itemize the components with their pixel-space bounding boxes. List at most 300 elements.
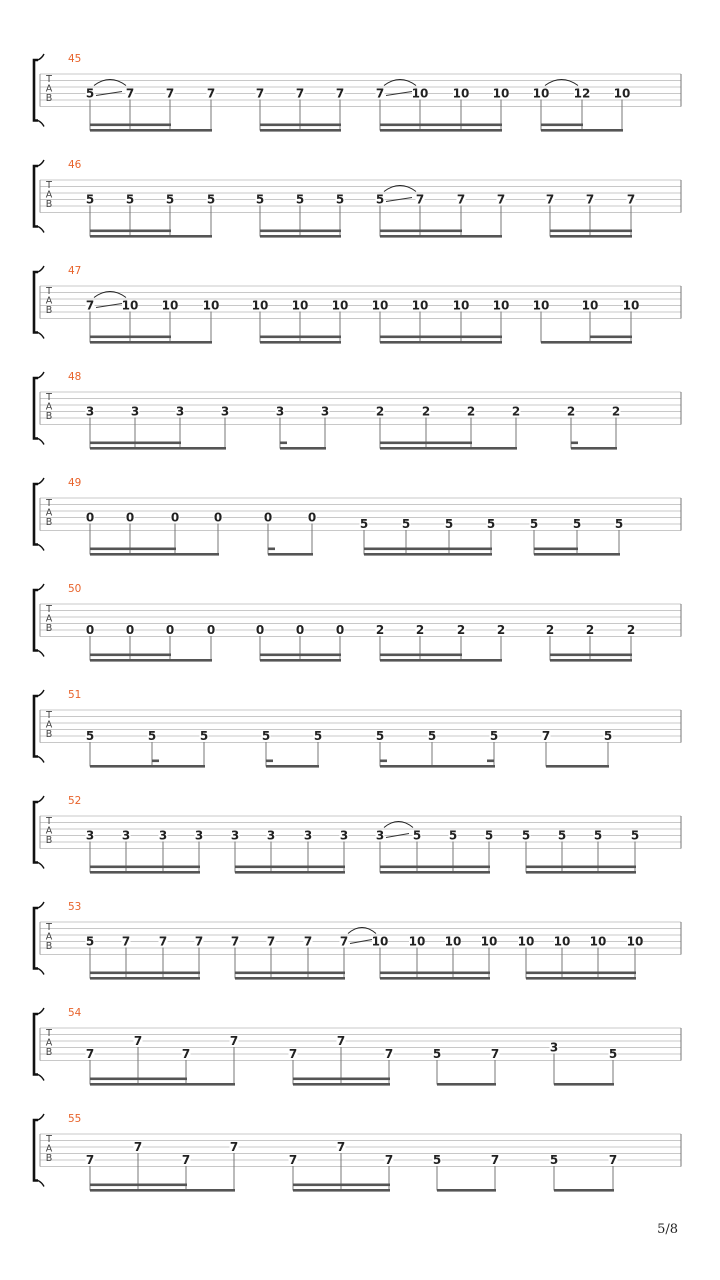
beam bbox=[571, 447, 617, 450]
fret-number: 10 bbox=[161, 298, 179, 313]
system-bracket bbox=[34, 908, 38, 969]
fret-number: 10 bbox=[331, 298, 349, 313]
fret-number: 2 bbox=[545, 623, 555, 637]
beam-stub bbox=[268, 548, 275, 551]
fret-number: 5 bbox=[206, 192, 216, 207]
fret-number: 7 bbox=[158, 934, 168, 949]
fret-number: 3 bbox=[375, 828, 385, 843]
tab-clef-letter: A bbox=[45, 825, 53, 837]
fret-number: 2 bbox=[626, 623, 636, 637]
tab-clef-letter: B bbox=[45, 199, 53, 210]
fret-number: 7 bbox=[85, 298, 95, 313]
fret-number: 3 bbox=[220, 404, 230, 419]
beam-secondary bbox=[380, 972, 490, 975]
beam-stub bbox=[487, 760, 494, 763]
fret-number: 3 bbox=[85, 828, 95, 843]
bracket-hook-bottom bbox=[38, 757, 44, 763]
fret-number: 7 bbox=[229, 1034, 239, 1048]
beam bbox=[90, 341, 212, 344]
tab-clef-letter: B bbox=[45, 623, 53, 634]
fret-number: 0 bbox=[255, 623, 265, 637]
beam-secondary bbox=[526, 866, 636, 869]
bracket-hook-bottom bbox=[38, 651, 44, 657]
fret-number: 10 bbox=[532, 298, 550, 313]
fret-number: 10 bbox=[553, 934, 571, 949]
system-bracket bbox=[34, 60, 38, 121]
beam-secondary bbox=[380, 442, 472, 445]
fret-number: 2 bbox=[566, 404, 576, 419]
page-number: 5/8 bbox=[657, 1222, 678, 1237]
fret-number: 5 bbox=[630, 828, 640, 843]
fret-number: 7 bbox=[585, 192, 595, 207]
beam bbox=[90, 659, 212, 662]
fret-number: 5 bbox=[85, 729, 95, 743]
fret-number: 5 bbox=[375, 192, 385, 207]
tab-clef-letter: B bbox=[45, 411, 53, 422]
beam-stub bbox=[152, 760, 159, 763]
beam-secondary bbox=[380, 336, 502, 339]
fret-number: 2 bbox=[421, 404, 431, 419]
fret-number: 3 bbox=[175, 404, 185, 419]
fret-number: 7 bbox=[303, 934, 313, 949]
bracket-hook-top bbox=[38, 54, 44, 60]
tab-clef-letter: B bbox=[45, 517, 53, 528]
beam bbox=[280, 447, 326, 450]
fret-number: 10 bbox=[452, 86, 470, 101]
fret-number: 10 bbox=[581, 298, 599, 313]
tab-system bbox=[34, 901, 681, 980]
beam-secondary bbox=[90, 866, 200, 869]
fret-number: 2 bbox=[415, 623, 425, 637]
tab-clef-letter: B bbox=[45, 93, 53, 104]
tab-system bbox=[34, 583, 681, 662]
system-bracket bbox=[34, 272, 38, 333]
beam-secondary bbox=[90, 1184, 187, 1187]
beam bbox=[550, 235, 632, 238]
beam bbox=[534, 553, 620, 556]
tab-clef-letter: T bbox=[46, 1028, 52, 1039]
beam-secondary bbox=[90, 336, 171, 339]
beam-secondary bbox=[260, 654, 341, 657]
fret-number: 7 bbox=[133, 1140, 143, 1154]
bracket-hook-top bbox=[38, 690, 44, 696]
beam bbox=[260, 341, 341, 344]
fret-number: 7 bbox=[384, 1047, 394, 1061]
fret-number: 10 bbox=[121, 298, 139, 313]
fret-number: 7 bbox=[456, 192, 466, 207]
fret-number: 2 bbox=[375, 623, 385, 637]
beam-secondary bbox=[260, 124, 341, 127]
fret-number: 5 bbox=[295, 192, 305, 207]
fret-number: 7 bbox=[125, 86, 135, 101]
tab-system bbox=[34, 1007, 681, 1086]
fret-number: 7 bbox=[339, 934, 349, 949]
measure-number: 48 bbox=[68, 371, 82, 383]
measure-number: 47 bbox=[68, 265, 82, 277]
fret-number: 5 bbox=[359, 517, 369, 531]
beam-secondary bbox=[380, 124, 502, 127]
tab-system bbox=[34, 477, 681, 556]
bracket-hook-bottom bbox=[38, 121, 44, 127]
beam-secondary bbox=[293, 1078, 390, 1081]
fret-number: 7 bbox=[384, 1153, 394, 1167]
bracket-hook-bottom bbox=[38, 863, 44, 869]
bracket-hook-bottom bbox=[38, 227, 44, 233]
beam bbox=[380, 235, 502, 238]
beam bbox=[554, 1189, 614, 1192]
tab-system bbox=[34, 1113, 681, 1192]
measure-number: 45 bbox=[68, 53, 82, 65]
tab-clef-letter: B bbox=[45, 1047, 53, 1058]
fret-number: 2 bbox=[585, 623, 595, 637]
fret-number: 5 bbox=[125, 192, 135, 207]
beam-stub bbox=[571, 442, 578, 445]
beam-secondary bbox=[90, 442, 181, 445]
beam-secondary bbox=[90, 124, 171, 127]
fret-number: 5 bbox=[147, 729, 157, 743]
beam-secondary bbox=[590, 336, 632, 339]
fret-number: 10 bbox=[622, 298, 640, 313]
beam bbox=[550, 659, 632, 662]
tab-clef-letter: B bbox=[45, 729, 53, 740]
bracket-hook-top bbox=[38, 478, 44, 484]
beam-secondary bbox=[235, 972, 345, 975]
system-bracket bbox=[34, 802, 38, 863]
fret-number: 7 bbox=[85, 1153, 95, 1167]
beam-secondary bbox=[90, 548, 176, 551]
fret-number: 5 bbox=[255, 192, 265, 207]
fret-number: 7 bbox=[626, 192, 636, 207]
fret-number: 5 bbox=[521, 828, 531, 843]
fret-number: 3 bbox=[549, 1040, 559, 1055]
fret-number: 0 bbox=[165, 623, 175, 637]
fret-number: 3 bbox=[230, 828, 240, 843]
fret-number: 10 bbox=[291, 298, 309, 313]
beam bbox=[90, 871, 200, 874]
tab-clef-letter: A bbox=[45, 1143, 53, 1155]
beam-secondary bbox=[526, 972, 636, 975]
fret-number: 7 bbox=[415, 192, 425, 207]
fret-number: 3 bbox=[275, 404, 285, 419]
bracket-hook-top bbox=[38, 902, 44, 908]
fret-number: 3 bbox=[339, 828, 349, 843]
beam bbox=[380, 765, 495, 768]
fret-number: 10 bbox=[517, 934, 535, 949]
fret-number: 10 bbox=[411, 86, 429, 101]
fret-number: 5 bbox=[484, 828, 494, 843]
beam bbox=[260, 659, 341, 662]
fret-number: 5 bbox=[529, 517, 539, 531]
fret-number: 10 bbox=[492, 298, 510, 313]
fret-number: 3 bbox=[303, 828, 313, 843]
tab-clef-letter: T bbox=[46, 286, 52, 297]
beam bbox=[293, 1189, 390, 1192]
fret-number: 7 bbox=[490, 1153, 500, 1167]
tab-clef-letter: A bbox=[45, 613, 53, 625]
beam bbox=[266, 765, 319, 768]
fret-number: 10 bbox=[202, 298, 220, 313]
beam-secondary bbox=[380, 230, 462, 233]
beam bbox=[90, 553, 219, 556]
beam-secondary bbox=[380, 866, 490, 869]
fret-number: 3 bbox=[158, 828, 168, 843]
bracket-hook-top bbox=[38, 584, 44, 590]
fret-number: 0 bbox=[206, 623, 216, 637]
fret-number: 3 bbox=[121, 828, 131, 843]
beam-secondary bbox=[90, 972, 200, 975]
fret-number: 5 bbox=[614, 517, 624, 531]
beam-stub bbox=[266, 760, 273, 763]
beam bbox=[364, 553, 492, 556]
fret-number: 5 bbox=[608, 1047, 618, 1061]
fret-number: 5 bbox=[412, 828, 422, 843]
fret-number: 5 bbox=[489, 729, 499, 743]
fret-number: 7 bbox=[545, 192, 555, 207]
tab-clef-letter: A bbox=[45, 295, 53, 307]
tab-clef-letter: A bbox=[45, 507, 53, 519]
fret-number: 10 bbox=[480, 934, 498, 949]
tab-clef-letter: T bbox=[46, 816, 52, 827]
fret-number: 2 bbox=[511, 404, 521, 419]
fret-number: 5 bbox=[335, 192, 345, 207]
fret-number: 7 bbox=[133, 1034, 143, 1048]
beam bbox=[380, 447, 517, 450]
tab-system bbox=[34, 159, 681, 238]
beam-secondary bbox=[550, 654, 632, 657]
fret-number: 7 bbox=[496, 192, 506, 207]
measure-number: 51 bbox=[68, 689, 82, 701]
tab-clef-letter: A bbox=[45, 931, 53, 943]
bracket-hook-bottom bbox=[38, 545, 44, 551]
fret-number: 0 bbox=[307, 510, 317, 525]
fret-number: 3 bbox=[194, 828, 204, 843]
bracket-hook-top bbox=[38, 796, 44, 802]
bracket-hook-bottom bbox=[38, 1181, 44, 1187]
fret-number: 7 bbox=[336, 1034, 346, 1048]
beam bbox=[260, 129, 341, 132]
fret-number: 5 bbox=[165, 192, 175, 207]
beam-secondary bbox=[550, 230, 632, 233]
measure-number: 53 bbox=[68, 901, 82, 913]
fret-number: 10 bbox=[408, 934, 426, 949]
fret-number: 0 bbox=[85, 623, 95, 637]
beam-secondary bbox=[90, 654, 171, 657]
beam-secondary bbox=[260, 230, 341, 233]
tab-clef-letter: B bbox=[45, 305, 53, 316]
system-bracket bbox=[34, 378, 38, 439]
fret-number: 7 bbox=[266, 934, 276, 949]
fret-number: 0 bbox=[170, 510, 180, 525]
beam-secondary bbox=[235, 866, 345, 869]
fret-number: 10 bbox=[492, 86, 510, 101]
beam bbox=[437, 1189, 496, 1192]
tab-clef-letter: T bbox=[46, 74, 52, 85]
fret-number: 7 bbox=[336, 1140, 346, 1154]
fret-number: 5 bbox=[199, 729, 209, 743]
beam-secondary bbox=[364, 548, 492, 551]
fret-number: 5 bbox=[572, 517, 582, 531]
fret-number: 10 bbox=[411, 298, 429, 313]
tab-system bbox=[34, 371, 681, 450]
beam bbox=[380, 341, 502, 344]
fret-number: 7 bbox=[295, 86, 305, 101]
tab-system bbox=[34, 689, 681, 768]
beam bbox=[260, 235, 341, 238]
fret-number: 7 bbox=[375, 86, 385, 101]
beam bbox=[546, 765, 609, 768]
beam-stub bbox=[380, 760, 387, 763]
system-bracket bbox=[34, 484, 38, 545]
tab-clef-letter: B bbox=[45, 1153, 53, 1164]
fret-number: 10 bbox=[532, 86, 550, 101]
fret-number: 7 bbox=[230, 934, 240, 949]
fret-number: 5 bbox=[593, 828, 603, 843]
fret-number: 5 bbox=[486, 517, 496, 531]
tab-clef-letter: B bbox=[45, 941, 53, 952]
fret-number: 0 bbox=[125, 510, 135, 525]
bracket-hook-top bbox=[38, 1008, 44, 1014]
beam bbox=[526, 871, 636, 874]
bracket-hook-bottom bbox=[38, 969, 44, 975]
tab-clef-letter: T bbox=[46, 180, 52, 191]
fret-number: 0 bbox=[213, 510, 223, 525]
fret-number: 5 bbox=[261, 729, 271, 743]
tab-clef-letter: A bbox=[45, 83, 53, 95]
beam-secondary bbox=[534, 548, 578, 551]
fret-number: 10 bbox=[613, 86, 631, 101]
beam-secondary bbox=[260, 336, 341, 339]
measure-number: 49 bbox=[68, 477, 82, 489]
tab-clef-letter: T bbox=[46, 392, 52, 403]
tab-clef-letter: T bbox=[46, 604, 52, 615]
tab-clef-letter: T bbox=[46, 498, 52, 509]
system-bracket bbox=[34, 166, 38, 227]
fret-number: 10 bbox=[444, 934, 462, 949]
beam bbox=[268, 553, 313, 556]
fret-number: 7 bbox=[206, 86, 216, 101]
fret-number: 5 bbox=[85, 86, 95, 101]
beam bbox=[90, 447, 226, 450]
tab-clef-letter: T bbox=[46, 710, 52, 721]
fret-number: 3 bbox=[130, 404, 140, 419]
beam bbox=[380, 871, 490, 874]
bracket-hook-bottom bbox=[38, 1075, 44, 1081]
tab-clef-letter: T bbox=[46, 1134, 52, 1145]
tab-clef-letter: A bbox=[45, 1037, 53, 1049]
fret-number: 3 bbox=[266, 828, 276, 843]
beam bbox=[235, 977, 345, 980]
fret-number: 5 bbox=[427, 729, 437, 743]
fret-number: 5 bbox=[448, 828, 458, 843]
bracket-hook-top bbox=[38, 372, 44, 378]
bracket-hook-top bbox=[38, 266, 44, 272]
fret-number: 10 bbox=[371, 934, 389, 949]
beam bbox=[526, 977, 636, 980]
fret-number: 10 bbox=[251, 298, 269, 313]
tab-clef-letter: T bbox=[46, 922, 52, 933]
measure-number: 52 bbox=[68, 795, 82, 807]
tab-system bbox=[34, 265, 681, 344]
fret-number: 7 bbox=[608, 1153, 618, 1167]
fret-number: 10 bbox=[371, 298, 389, 313]
fret-number: 2 bbox=[466, 404, 476, 419]
beam bbox=[90, 765, 205, 768]
fret-number: 3 bbox=[85, 404, 95, 419]
fret-number: 5 bbox=[432, 1047, 442, 1061]
bracket-hook-top bbox=[38, 160, 44, 166]
fret-number: 7 bbox=[335, 86, 345, 101]
fret-number: 0 bbox=[263, 510, 273, 525]
beam bbox=[90, 129, 212, 132]
beam bbox=[293, 1083, 390, 1086]
fret-number: 2 bbox=[611, 404, 621, 419]
fret-number: 2 bbox=[456, 623, 466, 637]
fret-number: 5 bbox=[401, 517, 411, 531]
system-bracket bbox=[34, 696, 38, 757]
beam bbox=[90, 1083, 235, 1086]
bracket-hook-bottom bbox=[38, 439, 44, 445]
beam bbox=[437, 1083, 496, 1086]
fret-number: 7 bbox=[85, 1047, 95, 1061]
system-bracket bbox=[34, 590, 38, 651]
beam bbox=[90, 235, 212, 238]
fret-number: 5 bbox=[85, 192, 95, 207]
beam-secondary bbox=[90, 1078, 187, 1081]
fret-number: 7 bbox=[490, 1047, 500, 1061]
fret-number: 5 bbox=[557, 828, 567, 843]
fret-number: 7 bbox=[181, 1047, 191, 1061]
measure-number: 54 bbox=[68, 1007, 82, 1019]
fret-number: 5 bbox=[85, 934, 95, 949]
fret-number: 0 bbox=[335, 623, 345, 637]
bracket-hook-bottom bbox=[38, 333, 44, 339]
beam-secondary bbox=[541, 124, 583, 127]
beam bbox=[235, 871, 345, 874]
beam-secondary bbox=[380, 654, 462, 657]
fret-number: 12 bbox=[573, 86, 591, 101]
fret-number: 7 bbox=[194, 934, 204, 949]
beam bbox=[90, 1189, 235, 1192]
fret-number: 0 bbox=[125, 623, 135, 637]
beam bbox=[380, 659, 502, 662]
fret-number: 5 bbox=[549, 1153, 559, 1167]
beam-stub bbox=[280, 442, 287, 445]
measure-number: 46 bbox=[68, 159, 82, 171]
tab-system bbox=[34, 53, 681, 132]
tab-clef-letter: A bbox=[45, 401, 53, 413]
fret-number: 7 bbox=[165, 86, 175, 101]
beam bbox=[541, 341, 632, 344]
fret-number: 10 bbox=[626, 934, 644, 949]
system-bracket bbox=[34, 1014, 38, 1075]
fret-number: 5 bbox=[444, 517, 454, 531]
fret-number: 10 bbox=[589, 934, 607, 949]
fret-number: 2 bbox=[496, 623, 506, 637]
measure-number: 55 bbox=[68, 1113, 82, 1125]
fret-number: 0 bbox=[295, 623, 305, 637]
tab-clef-letter: B bbox=[45, 835, 53, 846]
tab-clef-letter: A bbox=[45, 189, 53, 201]
beam bbox=[541, 129, 623, 132]
tab-system bbox=[34, 795, 681, 874]
fret-number: 7 bbox=[121, 934, 131, 949]
tab-clef-letter: A bbox=[45, 719, 53, 731]
fret-number: 2 bbox=[375, 404, 385, 419]
fret-number: 0 bbox=[85, 510, 95, 525]
beam-secondary bbox=[90, 230, 171, 233]
fret-number: 7 bbox=[288, 1047, 298, 1061]
fret-number: 5 bbox=[375, 729, 385, 743]
